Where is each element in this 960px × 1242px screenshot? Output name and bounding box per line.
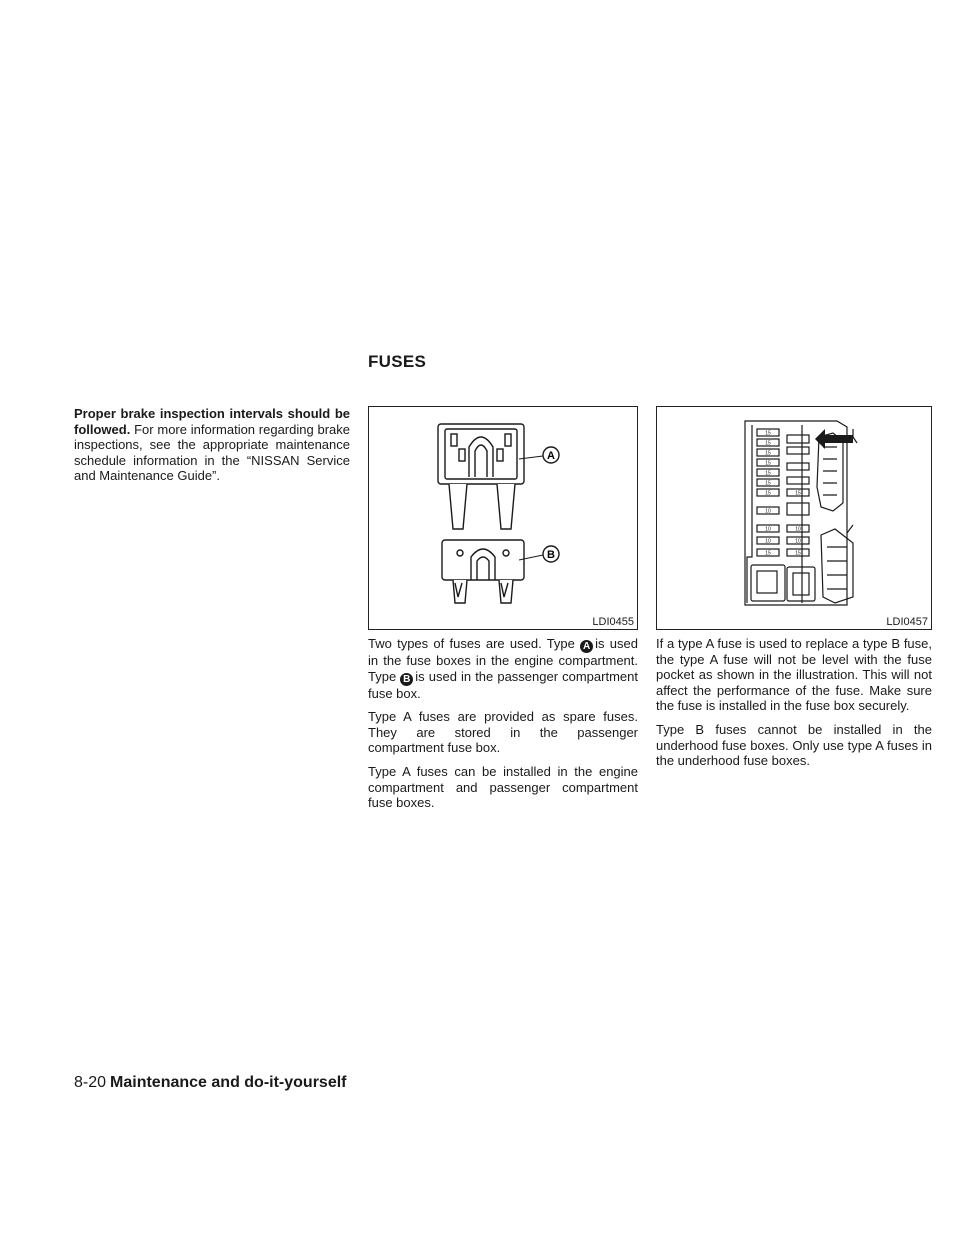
text-fragment: is used in the fuse boxes in the engine compartment. Type bbox=[368, 636, 638, 684]
type-b-restriction-paragraph: Type B fuses cannot be installed in the underhood fuse boxes. Only use type A fuses in the underhood fuse boxes. bbox=[656, 721, 932, 769]
marker-a-icon: A bbox=[580, 640, 593, 653]
fuse-types-paragraph bbox=[368, 636, 638, 701]
callout-a-label: A bbox=[547, 450, 555, 462]
column-1 bbox=[74, 406, 350, 492]
fuse-rating: 15 bbox=[795, 550, 801, 557]
spare-fuses-paragraph: Type A fuses are provided as spare fuses. They are stored in the passenger compartment fuse box. bbox=[368, 709, 638, 756]
type-a-install-paragraph: Type A fuses can be installed in the engine compartment and passenger compartment fuse boxes. bbox=[368, 763, 638, 811]
type-a-fuse-drawing bbox=[438, 424, 524, 529]
fuse-rating: 10 bbox=[795, 526, 801, 533]
fuse-types-illustration bbox=[369, 407, 637, 629]
fuse-rating: 15 bbox=[765, 430, 771, 437]
type-b-fuse-drawing bbox=[442, 540, 524, 603]
fuse-types-figure bbox=[368, 406, 638, 630]
chapter-title: Maintenance and do-it-yourself bbox=[110, 1074, 347, 1091]
type-a-replace-paragraph: If a type A fuse is used to replace a type B fuse, the type A fuse will not be level with the fuse pocket as shown in the illustration. This will not affect the performance of the fuse. Make sure the fuse is installed in the fuse box securely. bbox=[656, 636, 932, 714]
fuse-rating: 15 bbox=[765, 480, 771, 487]
fuse-box-drawing bbox=[745, 421, 857, 605]
fuse-rating: 10 bbox=[765, 508, 771, 515]
page-number: 8-20 bbox=[74, 1074, 107, 1091]
figure-code: LDI0455 bbox=[592, 616, 634, 628]
fuse-rating: 10 bbox=[765, 538, 771, 545]
fuse-rating: 15 bbox=[765, 490, 771, 497]
column-2 bbox=[368, 636, 638, 819]
fuse-rating: 15 bbox=[795, 490, 801, 497]
brake-inspection-text: For more information regarding brake inspections, see the appropriate maintenance schedule information in the “NISSAN Service and Maintenance Guide”. bbox=[74, 421, 350, 484]
fuse-rating: 10 bbox=[795, 538, 801, 545]
fuse-box-illustration bbox=[657, 407, 931, 629]
section-title: FUSES bbox=[368, 352, 427, 371]
marker-b-icon: B bbox=[400, 673, 413, 686]
fuse-rating: 10 bbox=[765, 526, 771, 533]
fuse-rating: 15 bbox=[765, 470, 771, 477]
brake-inspection-paragraph bbox=[74, 406, 350, 484]
text-fragment: is used in the passenger compartment fuse box. bbox=[368, 668, 638, 701]
text-fragment: Two types of fuses are used. Type bbox=[368, 636, 575, 651]
column-3 bbox=[656, 636, 932, 777]
fuse-rating: 15 bbox=[765, 450, 771, 457]
callout-b-label: B bbox=[547, 549, 555, 561]
brake-inspection-lead: Proper brake inspection intervals should be followed. bbox=[74, 406, 350, 437]
fuse-rating: 15 bbox=[765, 440, 771, 447]
fuse-rating: 15 bbox=[765, 460, 771, 467]
fuse-rating: 15 bbox=[765, 550, 771, 557]
fuse-box-figure bbox=[656, 406, 932, 630]
page-footer bbox=[74, 1074, 347, 1092]
figure-code: LDI0457 bbox=[886, 616, 928, 628]
